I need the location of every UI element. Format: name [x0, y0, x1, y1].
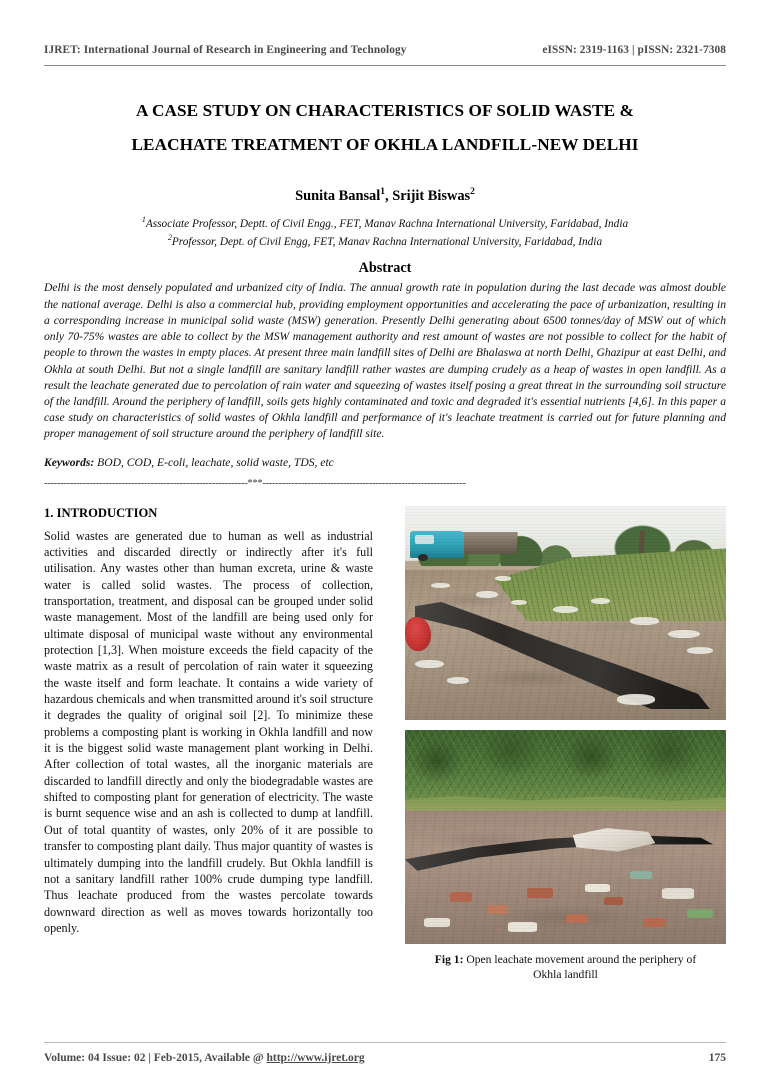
figure-caption-line-1: Open leachate movement around the periphery of [463, 952, 697, 966]
footer-volume-info [44, 1052, 365, 1064]
white-rubble [585, 884, 611, 893]
photo-landfill-leachate-bottom [405, 730, 726, 944]
white-rubble [662, 888, 694, 899]
introduction-body: Solid wastes are generated due to human as well as industrial activities and discarded directly or indirectly after it's full utilisation. Any wastes other than human excreta, urine & waste water is called solid wastes. The process of collection, transportation, treatment, and disposal can be grouped under solid waste management. Most of the landfill are being used only for ultimate disposal of municipal waste without any environmental protection [1,3]. When moisture exceeds the field capacity of the waste matrix as a result of percolation of rain water it squeezing the waste itself and form leachate. It contains a wide variety of hazardous chemicals and when transmitted around it's soil structure it degrades the quality of original soil [2]. To minimize these problems a composting plant is working in Okhla landfill and now it is the biggest solid waste management plant working in Delhi. After collection of total wastes, all the inorganic materials are discarded to landfill directly and only the biodegradable wastes are shifted to composting plant for generation of electricity. The waste is burnt sequence wise and an ash is collected to dump at landfill. Out of total quantity of wastes, only 20% of it are possible to transfer to composting plant daily. Thus major quantity of wastes is ultimately dumping into the landfill crudely. But Okhla landfill is not a sanitary landfill rather 100% crude dumping type landfill. Thus leachate produced from the wastes percolate towards downward direction as well as moves towards horizontally too openly. [44, 528, 373, 935]
abstract-body: Delhi is the most densely populated and urbanized city of India. The annual growth rate in population during the last decade was almost double the national average. Delhi is also a commercial hub, providing employment opportunities and accelerating the pace of urbanization, resulting in a corresponding increase in municipal solid waste (MSW) generation. Presently Delhi generating about 6500 tonnes/day of MSW out of which only 70-75% wastes are able to collect by the MSW management authority and rest amount of wastes are not possible to collect for the habit of people to thrown the wastes in empty places. At present three main landfill sites of Delhi are Bhalaswa at north Delhi, Ghazipur at east Delhi, and Okhla at south Delhi. But not a single landfill are sanitary landfill rather wastes are dumping crudely as a heap of wastes in open landfill. As a result the leachate generated due to percolation of rain water and squeezing of wastes itself posing a great threat in the surrounding soil structure of the landfill. Around the periphery of landfill, soils gets highly contaminated and toxic and degraded it's essential nutrients [4,6]. In this paper a case study on characteristics of solid wastes of Okhla landfill and performance of it's leachate treatment is carried out for future planning and proper management of soil structure around the periphery of landfill site. [44, 281, 726, 441]
keywords-label: Keywords: [44, 455, 95, 469]
right-column [405, 506, 726, 983]
two-column-body [44, 506, 726, 983]
paper-title-line-1: A CASE STUDY ON CHARACTERISTICS OF SOLID WASTE & [136, 101, 634, 120]
brick-rubble [527, 888, 553, 898]
journal-title: IJRET: International Journal of Research in Engineering and Technology [44, 44, 407, 56]
figure-caption [405, 952, 726, 983]
author-name-2: Srijit Biswas [392, 187, 471, 204]
litter-piece [630, 617, 659, 625]
brick-rubble [488, 905, 507, 914]
affiliation-block [44, 214, 726, 250]
litter-piece [415, 660, 444, 669]
truck-window [415, 535, 434, 544]
brick-rubble [566, 914, 588, 923]
page-number: 175 [708, 1052, 726, 1064]
ground-texture [405, 811, 726, 944]
affiliation-sup-1: 1 [141, 214, 146, 224]
paper-title-line-2: LEACHATE TREATMENT OF OKHLA LANDFILL-NEW DELHI [131, 134, 639, 154]
green-debris [687, 909, 713, 918]
abstract-heading: Abstract [358, 260, 412, 277]
author-sup-2: 2 [470, 187, 475, 198]
header-divider-rule [44, 65, 726, 66]
brick-rubble [604, 897, 623, 906]
author-name-1: Sunita Bansal [295, 187, 381, 204]
brick-rubble [643, 918, 665, 927]
litter-piece [617, 694, 656, 705]
litter-piece [431, 583, 450, 588]
footer-divider-rule [44, 1042, 726, 1043]
brick-rubble [450, 892, 472, 902]
litter-piece [476, 591, 498, 598]
figure-1 [405, 506, 726, 944]
author-separator: , [385, 187, 393, 204]
figure-label: Fig 1: [434, 952, 464, 966]
author-list [44, 187, 726, 205]
introduction-heading: 1. INTRODUCTION [44, 505, 158, 520]
affiliation-2 [44, 232, 726, 250]
section-dash-divider: ---------------------------------------------------------------***--------------------------------------------------------------- [44, 477, 466, 489]
affiliation-1-text: Associate Professor, Deptt. of Civil Engg., FET, Manav Rachna International University, Faridabad, India [145, 217, 629, 230]
litter-piece [687, 647, 713, 654]
keywords-value: BOD, COD, E-coli, leachate, solid waste, TDS, etc [94, 455, 334, 469]
affiliation-1 [44, 214, 726, 232]
photo-landfill-leachate-top [405, 506, 726, 720]
left-column [44, 506, 373, 937]
author-sup-1: 1 [380, 187, 385, 198]
red-debris [405, 617, 431, 651]
litter-piece [495, 576, 511, 581]
green-debris [630, 871, 652, 879]
affiliation-sup-2: 2 [167, 232, 172, 242]
white-rubble [508, 922, 537, 932]
photo-1-scene [405, 506, 726, 720]
journal-url-link[interactable]: http://www.ijret.org [266, 1052, 365, 1064]
journal-running-header [44, 44, 726, 58]
page-footer [44, 1042, 726, 1064]
journal-issn: eISSN: 2319-1163 | pISSN: 2321-7308 [542, 44, 726, 56]
truck-wheel [418, 554, 428, 561]
keywords-line [44, 456, 726, 469]
white-rubble [424, 918, 450, 927]
photo-2-scene [405, 730, 726, 944]
bush-texture [405, 730, 726, 807]
litter-piece [447, 677, 469, 684]
page-title [62, 94, 708, 161]
footer-row [44, 1052, 726, 1064]
litter-piece [591, 598, 610, 604]
footer-volume-text: Volume: 04 Issue: 02 | Feb-2015, Available @ [44, 1052, 267, 1064]
affiliation-2-text: Professor, Dept. of Civil Engg, FET, Manav Rachna International University, Faridabad, India [171, 235, 603, 248]
figure-caption-line-2: Okhla landfill [533, 968, 598, 982]
